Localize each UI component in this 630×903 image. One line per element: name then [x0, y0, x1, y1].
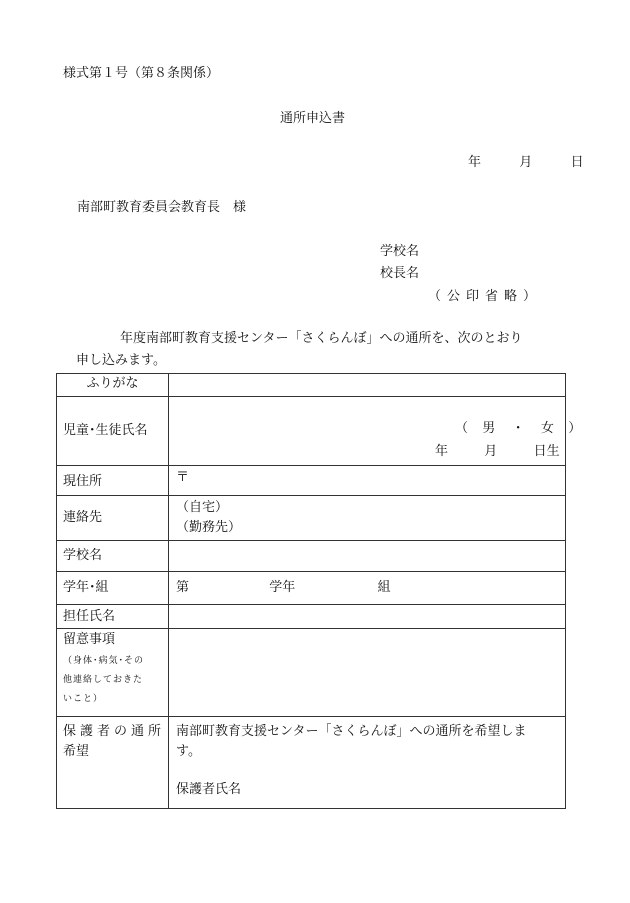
- seal-note: （公印省略）: [428, 289, 543, 304]
- contact-label: 連絡先: [57, 496, 169, 541]
- row-school: [57, 541, 566, 572]
- birth-year: 年: [435, 444, 449, 459]
- row-teacher: [57, 605, 566, 629]
- notes-sub-line1: （身体･病気･その: [63, 656, 145, 666]
- notes-sub-line3: いこと）: [63, 694, 104, 704]
- date-year: 年: [468, 155, 482, 170]
- guardian-label-cell: [57, 717, 169, 809]
- contact-home: （自宅）: [176, 500, 229, 515]
- contact-work: （勤務先）: [176, 520, 242, 535]
- grade-field[interactable]: [169, 572, 566, 605]
- row-furigana: [57, 374, 566, 397]
- date-month: 月: [519, 155, 533, 170]
- notes-field[interactable]: [169, 629, 566, 717]
- intro-text-line2: 申し込みます。: [76, 353, 166, 368]
- birth-month: 月: [484, 444, 498, 459]
- contact-field[interactable]: [169, 496, 566, 541]
- postal-mark: 〒: [176, 470, 190, 485]
- birth-date: [435, 442, 560, 462]
- address-label: 現住所: [57, 466, 169, 496]
- notes-label-cell: [57, 629, 169, 717]
- date-line: [468, 155, 584, 171]
- row-contact: [57, 496, 566, 541]
- applicant-school-label: 学校名: [380, 244, 420, 259]
- gender-open: （: [455, 421, 469, 436]
- intro-text-line1: 年度南部町教育支援センター「さくらんぼ」への通所を、次のとおり: [120, 331, 523, 346]
- teacher-field[interactable]: [169, 605, 566, 629]
- school-field[interactable]: [169, 541, 566, 572]
- furigana-label: ふりがな: [57, 374, 169, 397]
- grade-class: 組: [377, 580, 391, 595]
- grade-label: 学年･組: [57, 572, 169, 605]
- school-label: 学校名: [57, 541, 169, 572]
- row-student-name: [57, 397, 566, 466]
- application-table: [56, 373, 582, 809]
- notes-label: 留意事項: [63, 632, 116, 647]
- form-number: 様式第１号（第８条関係）: [63, 66, 220, 81]
- document-title: 通所申込書: [280, 111, 346, 126]
- gender-close: ）: [568, 421, 582, 436]
- grade-year: 学年: [269, 580, 296, 595]
- gender-female[interactable]: 女: [540, 421, 554, 436]
- grade-prefix: 第: [176, 580, 190, 595]
- row-address: [57, 466, 566, 496]
- addressee: 南部町教育委員会教育長 様: [77, 200, 247, 215]
- row-notes: [57, 629, 566, 717]
- gender-selector: [455, 419, 581, 439]
- guardian-label-line2: 希望: [63, 744, 90, 759]
- principal-label: 校長名: [380, 266, 420, 281]
- guardian-label-line1: 保護者の通所: [63, 724, 166, 739]
- furigana-field[interactable]: [169, 374, 566, 397]
- notes-sub-line2: 他連絡しておきた: [63, 675, 144, 685]
- guardian-text-line1: 南部町教育支援センター「さくらんぼ」への通所を希望しま: [176, 724, 527, 739]
- gender-male[interactable]: 男: [482, 421, 496, 436]
- student-name-label: 児童･生徒氏名: [57, 397, 169, 466]
- date-day: 日: [570, 155, 584, 170]
- guardian-field[interactable]: [169, 717, 566, 809]
- address-field[interactable]: [169, 466, 566, 496]
- teacher-label: 担任氏名: [57, 605, 169, 629]
- guardian-text-line2: す。: [176, 744, 201, 759]
- row-guardian: [57, 717, 566, 809]
- guardian-name-label: 保護者氏名: [176, 782, 242, 797]
- gender-dot: ・: [511, 421, 525, 436]
- student-name-field[interactable]: [169, 397, 582, 466]
- row-grade: [57, 572, 566, 605]
- birth-day: 日生: [533, 444, 560, 459]
